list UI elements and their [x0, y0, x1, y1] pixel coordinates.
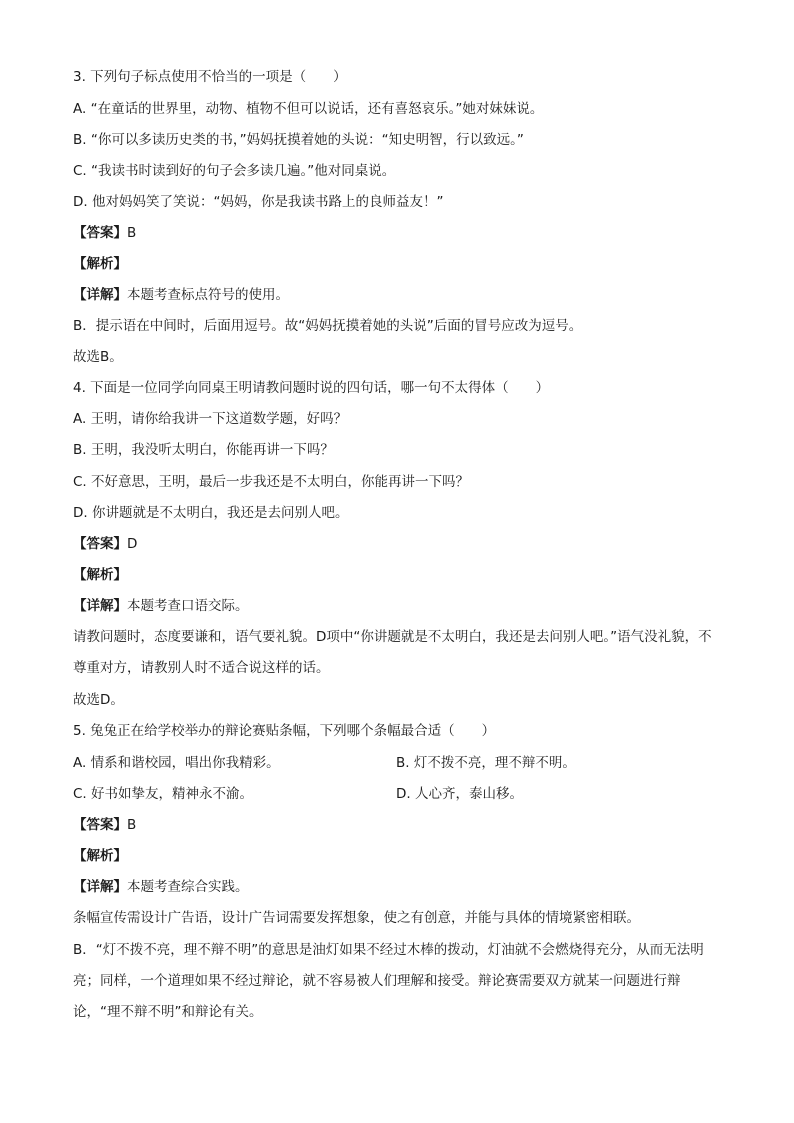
q3-option-a: A. “在童话的世界里，动物、植物不但可以说话，还有喜怒哀乐。”她对妹妹说。 — [73, 101, 544, 117]
answer-value: D — [127, 536, 138, 552]
q3-analysis-tag: 【解析】 — [73, 256, 127, 272]
detail-tag: 【详解】 — [73, 287, 127, 303]
q3-option-c: C. “我读书时读到好的句子会多读几遍。”他对同桌说。 — [73, 163, 396, 179]
detail-tag: 【详解】 — [73, 598, 127, 614]
q5-stem: 5. 兔兔正在给学校举办的辩论赛贴条幅，下列哪个条幅最合适（ ） — [73, 723, 496, 739]
q4-option-b: B. 王明，我没听太明白，你能再讲一下吗？ — [73, 442, 334, 458]
answer-tag: 【答案】 — [73, 225, 127, 241]
q4-analysis-tag: 【解析】 — [73, 567, 127, 583]
q4-answer — [73, 534, 723, 554]
q4-stem: 4. 下面是一位同学向同桌王明请教问题时说的四句话，哪一句不太得体（ ） — [73, 380, 550, 396]
q3-stem: 3. 下列句子标点使用不恰当的一项是（ ） — [73, 69, 347, 85]
q4-option-a: A. 王明，请你给我讲一下这道数学题，好吗？ — [73, 411, 348, 427]
q5-explanation-2: B．“灯不拨不亮，理不辩不明”的意思是油灯如果不经过木棒的拨动，灯油就不会燃烧得充分，从而无法明亮；同样，一个道理如果不经过辩论，就不容易被人们理解和接受。辩论赛需要双方就某一问题进行辩论，“理不辩不明”和辩论有关。 — [73, 942, 704, 1020]
q5-answer — [73, 815, 723, 835]
q5-analysis-tag: 【解析】 — [73, 848, 127, 864]
q5-option-d: D. 人心齐，泰山移。 — [396, 786, 523, 802]
q3-option-d: D. 他对妈妈笑了笑说：“妈妈，你是我读书路上的良师益友！” — [73, 194, 444, 210]
q5-option-a: A. 情系和谐校园，唱出你我精彩。 — [73, 755, 280, 771]
q4-explanation: 请教问题时，态度要谦和，语气要礼貌。D项中“你讲题就是不太明白，我还是去问别人吧。”语气没礼貌，不尊重对方，请教别人时不适合说这样的话。 — [73, 629, 712, 676]
q4-conclusion: 故选D。 — [73, 692, 124, 708]
q4-detail: 【详解】本题考查口语交际。 — [73, 598, 249, 614]
q5-option-c: C. 好书如挚友，精神永不渝。 — [73, 786, 254, 802]
detail-tag: 【详解】 — [73, 879, 127, 895]
q4-option-d: D. 你讲题就是不太明白，我还是去问别人吧。 — [73, 505, 349, 521]
q3-explanation: B．提示语在中间时，后面用逗号。故“妈妈抚摸着她的头说”后面的冒号应改为逗号。 — [73, 318, 583, 334]
q5-detail: 【详解】本题考查综合实践。 — [73, 879, 249, 895]
q3-answer — [73, 223, 723, 243]
answer-value: B — [127, 817, 137, 833]
q3-conclusion: 故选B。 — [73, 349, 123, 365]
q4-option-c: C. 不好意思，王明，最后一步我还是不太明白，你能再讲一下吗？ — [73, 474, 470, 490]
q3-detail: 【详解】本题考查标点符号的使用。 — [73, 287, 289, 303]
answer-value: B — [127, 225, 137, 241]
answer-tag: 【答案】 — [73, 536, 127, 552]
answer-tag: 【答案】 — [73, 817, 127, 833]
q5-option-b: B. 灯不拨不亮，理不辩不明。 — [396, 755, 576, 771]
q5-explanation-1: 条幅宣传需设计广告语，设计广告词需要发挥想象，使之有创意，并能与具体的情境紧密相联。 — [73, 910, 640, 926]
q3-option-b: B. “你可以多读历史类的书，”妈妈抚摸着她的头说：“知史明智，行以致远。” — [73, 132, 524, 148]
